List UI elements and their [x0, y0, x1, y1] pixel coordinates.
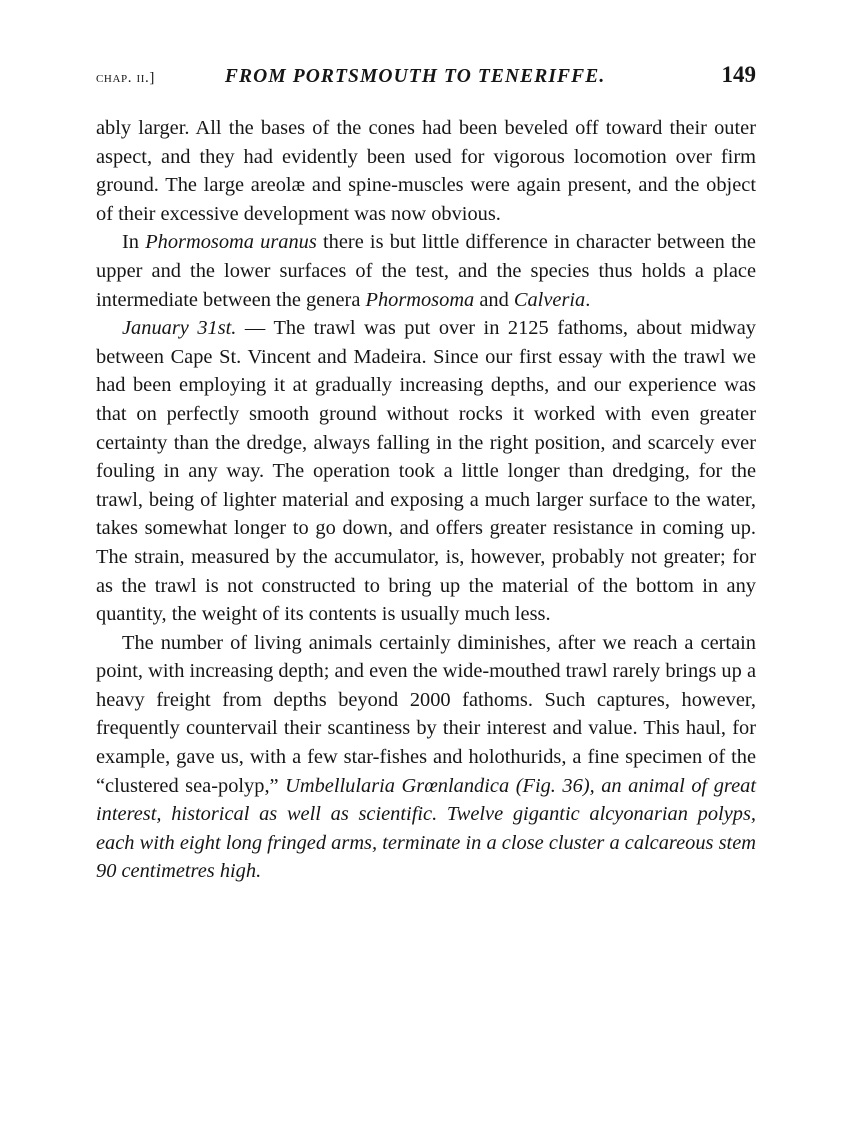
paragraph-3: January 31st. — The trawl was put over in 2125 fathoms, about midway between Cape St. Vincent and Madeira. Since our first essay with the trawl we had been employing it at gradually increasing depths, and our experience was that on perfectly smooth ground without rocks it worked with even greater certainty than the dredge, always falling in the right position, and scarcely ever fouling in any way. The operation took a little longer than dredging, for the trawl, being of lighter material and exposing a much larger surface to the water, takes somewhat longer to go down, and offers greater resistance in coming up. The strain, measured by the accumulator, is, however, probably not greater; for as the trawl is not constructed to bring up the material of the bottom in any quantity, the weight of its contents is usually much less.: [96, 317, 756, 626]
body-text: [96, 114, 756, 886]
chapter-label: chap. ii.]: [96, 70, 155, 86]
running-title: FROM PORTSMOUTH TO TENERIFFE.: [224, 66, 606, 87]
paragraph-2: In Phormosoma uranus there is but little difference in character between the upper and the lower surfaces of the test, and the species thus holds a place intermediate between the genera Phormosoma and Calveria.: [96, 231, 756, 311]
paragraph-1: ably larger. All the bases of the cones had been beveled off toward their outer aspect, and they had evidently been used for vigorous locomotion over firm ground. The large areolæ and spine-muscles were again present, and the object of their excessive development was now obvious.: [96, 117, 756, 225]
paragraph-4: The number of living animals certainly diminishes, after we reach a certain point, with increasing depth; and even the wide-mouthed trawl rarely brings up a heavy freight from depths beyond 2000 fathoms. Such captures, however, frequently countervail their scantiness by their interest and value. This haul, for example, gave us, with a few star-fishes and holothurids, a fine specimen of the “clustered sea-polyp,” Umbellularia Grœnlandica (Fig. 36), an animal of great interest, historical as well as scientific. Twelve gigantic alcyonarian polyps, each with eight long fringed arms, terminate in a close cluster a calcareous stem 90 centimetres high.: [96, 631, 757, 883]
running-header: [96, 62, 756, 88]
page-number: 149: [721, 62, 756, 87]
